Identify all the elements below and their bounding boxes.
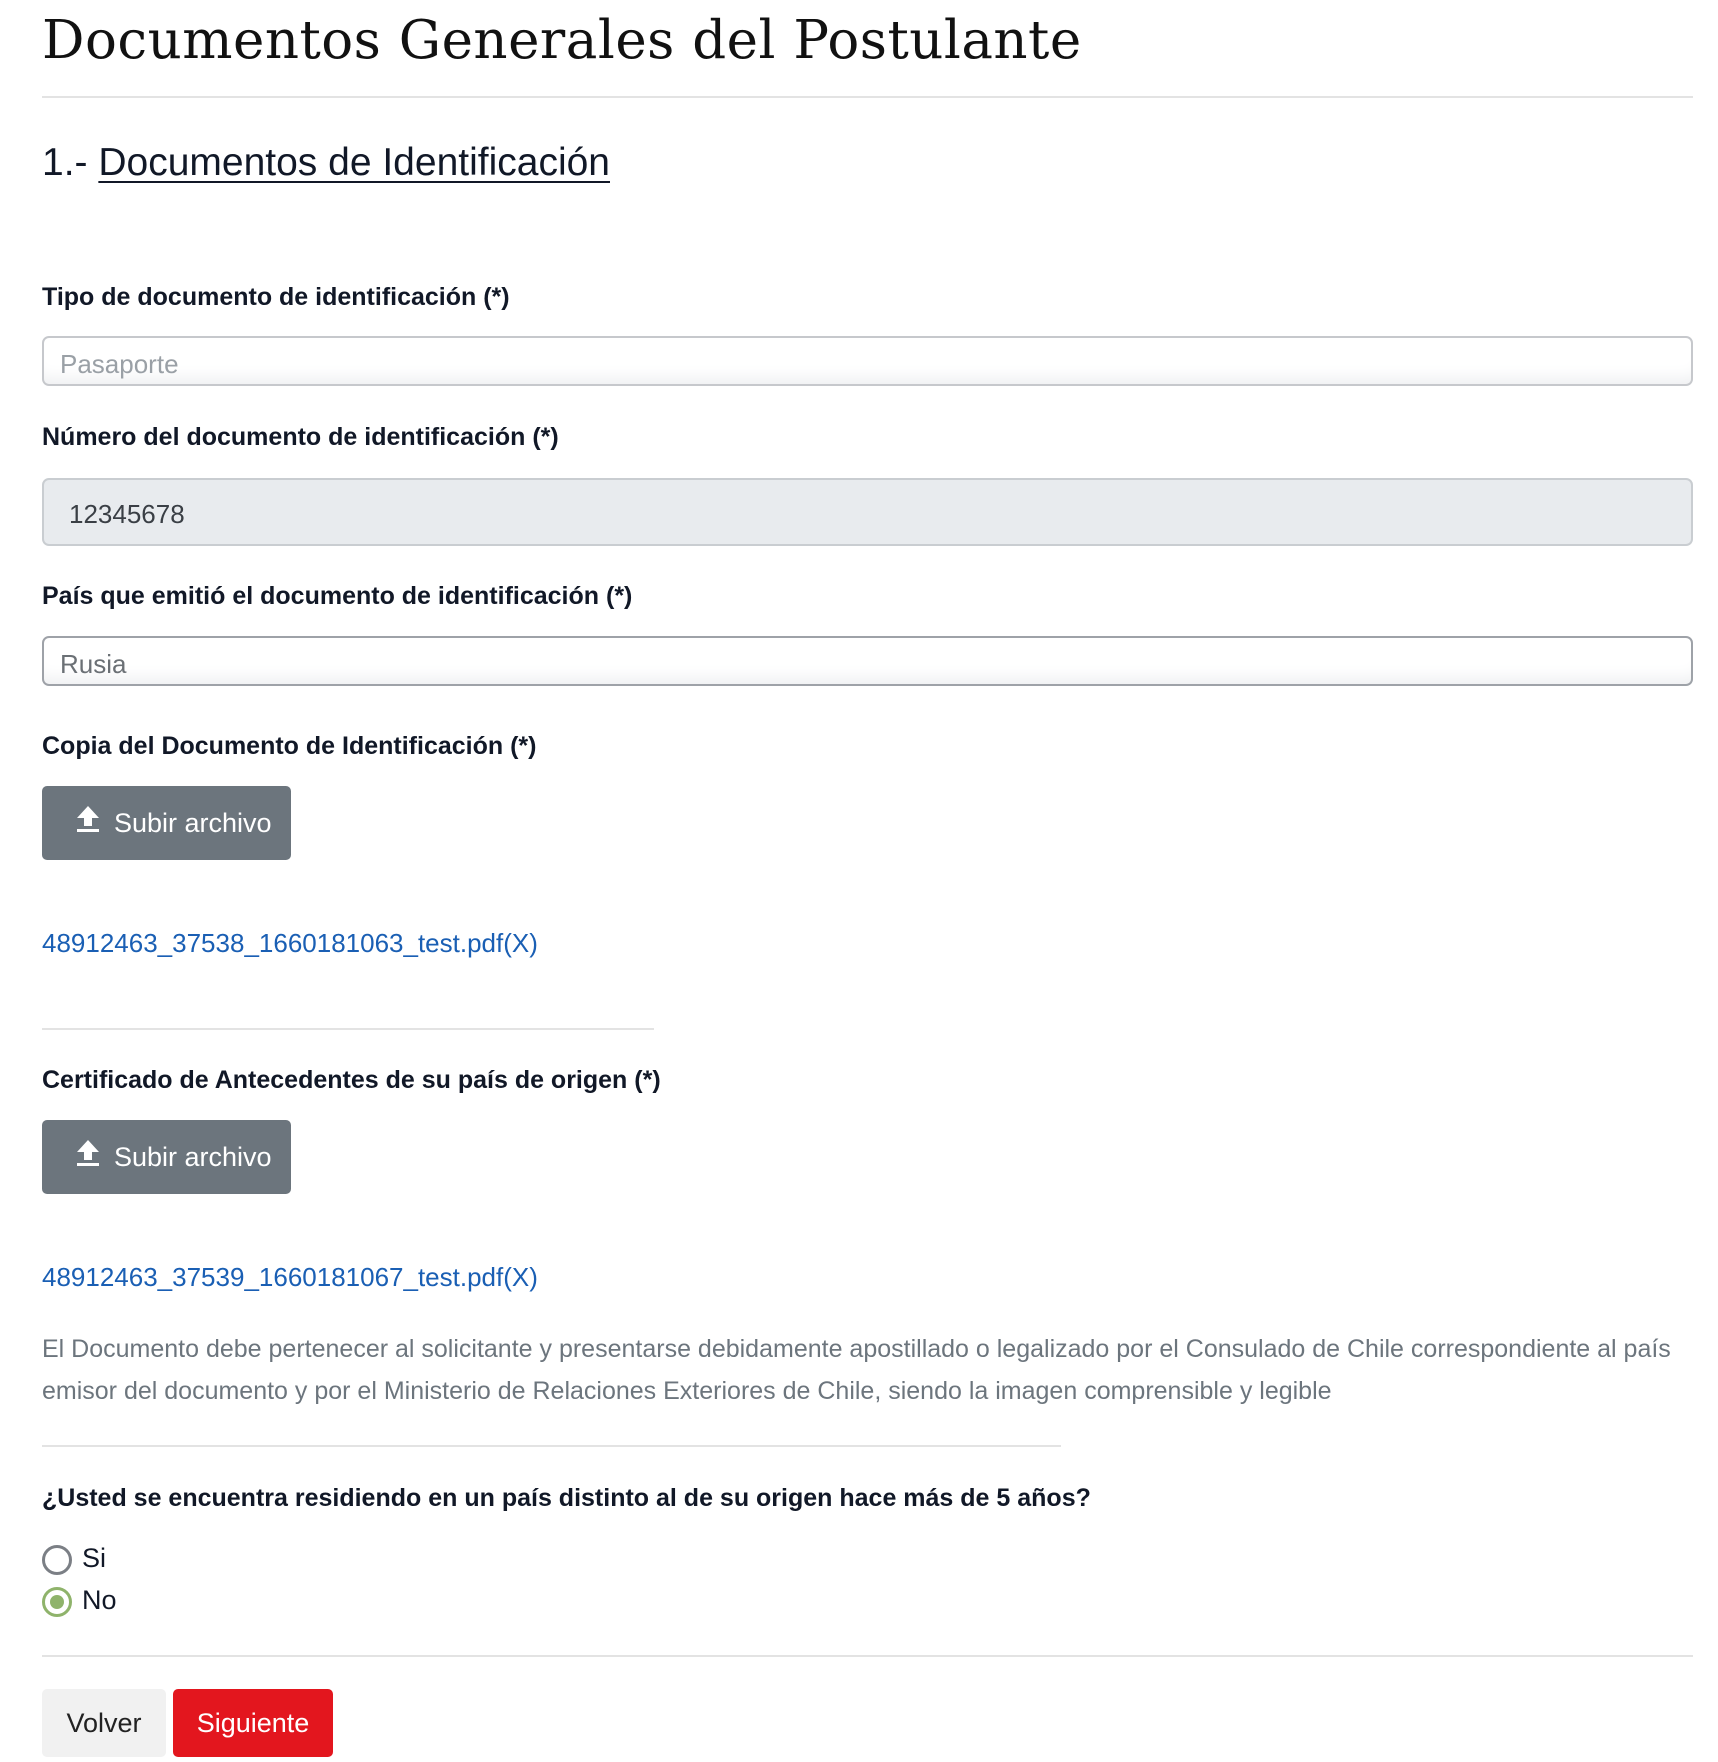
radio-option-si[interactable] — [42, 1543, 162, 1577]
radio-no-label: No — [82, 1585, 117, 1615]
radio-si-label: Si — [82, 1543, 107, 1573]
help-divider — [42, 1445, 1061, 1447]
id-copy-upload-button[interactable] — [42, 786, 291, 860]
paren-open: ( — [503, 1262, 512, 1292]
doc-number-label: Número del documento de identificación (*) — [42, 423, 559, 451]
id-copy-remove-link[interactable]: X — [511, 928, 530, 958]
doc-type-value: Pasaporte — [60, 349, 179, 379]
residence-question-label: ¿Usted se encuentra residiendo en un país distinto al de su origen hace más de 5 años? — [42, 1484, 1091, 1512]
background-cert-remove-link[interactable]: X — [511, 1262, 530, 1292]
section-number: 1.- — [42, 141, 99, 184]
doc-type-label: Tipo de documento de identificación (*) — [42, 283, 510, 311]
radio-no-circle[interactable] — [42, 1587, 72, 1617]
next-button[interactable]: Siguiente — [173, 1689, 333, 1757]
issuing-country-select[interactable] — [42, 636, 1693, 686]
issuing-country-value: Rusia — [60, 649, 127, 679]
background-cert-upload-button[interactable] — [42, 1120, 291, 1194]
title-divider — [42, 96, 1693, 98]
background-cert-upload-label: Subir archivo — [114, 1142, 272, 1172]
issuing-country-label: País que emitió el documento de identificación (*) — [42, 582, 633, 610]
paren-close: ) — [529, 928, 538, 958]
radio-option-no[interactable] — [42, 1585, 162, 1619]
background-cert-file — [42, 1262, 538, 1293]
radio-checked-dot — [50, 1595, 64, 1609]
id-copy-divider — [42, 1028, 654, 1030]
id-copy-upload-label: Subir archivo — [114, 808, 272, 838]
id-copy-file-link[interactable]: 48912463_37538_1660181063_test.pdf — [42, 928, 504, 958]
id-copy-file — [42, 928, 538, 959]
upload-icon — [74, 1138, 102, 1168]
doc-number-field[interactable] — [42, 478, 1693, 546]
upload-icon — [74, 804, 102, 834]
id-copy-label: Copia del Documento de Identificación (*) — [42, 732, 537, 760]
radio-si-circle[interactable] — [42, 1545, 72, 1575]
section-title — [42, 141, 610, 185]
actions-divider — [42, 1655, 1693, 1657]
background-cert-help-text: El Documento debe pertenecer al solicitante y presentarse debidamente apostillado o legalizado por el Consulado de Chile correspondiente al país emisor del documento y por el Ministerio de Relaciones Exteriores de Chile, siendo la imagen comprensible y legible — [42, 1335, 1671, 1405]
back-button[interactable]: Volver — [42, 1689, 166, 1757]
paren-close: ) — [529, 1262, 538, 1292]
paren-open: ( — [503, 928, 512, 958]
doc-type-select[interactable] — [42, 336, 1693, 386]
background-cert-file-link[interactable]: 48912463_37539_1660181067_test.pdf — [42, 1262, 504, 1292]
section-title-text: Documentos de Identificación — [98, 141, 610, 184]
page-title: Documentos Generales del Postulante — [42, 10, 1082, 71]
doc-number-value: 12345678 — [69, 499, 185, 529]
background-cert-label: Certificado de Antecedentes de su país de origen (*) — [42, 1066, 661, 1094]
